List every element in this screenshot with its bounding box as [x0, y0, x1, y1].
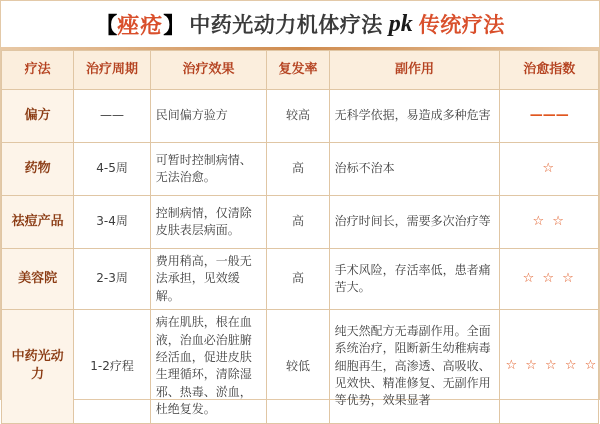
- header-effect: 治疗效果: [150, 51, 267, 90]
- cell-side-effect: 治疗时间长，需要多次治疗等: [329, 196, 500, 249]
- cell-method: 祛痘产品: [2, 196, 74, 249]
- title-keyword: 痤疮: [117, 13, 164, 39]
- cell-side-effect: 无科学依据，易造成多种危害: [329, 90, 500, 143]
- header-method: 疗法: [2, 51, 74, 90]
- title-bracket-close: 】: [163, 13, 186, 39]
- cell-cycle: 2-3周: [74, 249, 150, 310]
- cell-cycle: ——: [74, 90, 150, 143]
- cell-method: 美容院: [2, 249, 74, 310]
- cure-index-value: ———: [529, 107, 569, 123]
- table-row: [2, 90, 599, 143]
- table-row: [2, 196, 599, 249]
- header-cure-index: 治愈指数: [500, 51, 599, 90]
- cell-effect: 病在肌肤，根在血液，治血必治脏腑经活血，促进皮肤生理循环，清除湿邪、热毒、淤血，杜绝复发。: [150, 310, 267, 423]
- comparison-table: [1, 50, 599, 424]
- cell-cycle: 4-5周: [74, 143, 150, 196]
- cell-relapse: 高: [267, 196, 329, 249]
- cell-cure-index: [500, 90, 599, 143]
- cell-effect: 费用稍高，一般无法承担，见效缓解。: [150, 249, 267, 310]
- cell-cure-index: ☆ ☆ ☆: [500, 249, 599, 310]
- cell-effect: 可暂时控制病情、无法治愈。: [150, 143, 267, 196]
- header-cycle: 治疗周期: [74, 51, 150, 90]
- cell-method: 中药光动力: [2, 310, 74, 423]
- cell-cycle: 1-2疗程: [74, 310, 150, 423]
- title-bracket-open: 【: [95, 13, 118, 39]
- table-row: [2, 143, 599, 196]
- cell-cure-index: ☆ ☆: [500, 196, 599, 249]
- cell-effect: 民间偏方验方: [150, 90, 267, 143]
- title-sub-text: 传统疗法: [418, 13, 505, 37]
- cell-side-effect: 治标不治本: [329, 143, 500, 196]
- cell-relapse: 高: [267, 249, 329, 310]
- cell-side-effect: 纯天然配方无毒副作用。全面系统治疗，阻断新生幼稚病毒细胞再生，高渗透、高吸收、见效快、精准修复、无副作用等优势，效果显著: [329, 310, 500, 423]
- header-relapse: 复发率: [267, 51, 329, 90]
- cell-relapse: 较低: [267, 310, 329, 423]
- page-title: [1, 1, 599, 47]
- cell-side-effect: 手术风险，存活率低，患者痛苦大。: [329, 249, 500, 310]
- cell-relapse: 高: [267, 143, 329, 196]
- cell-cycle: 3-4周: [74, 196, 150, 249]
- cell-cure-index: ☆ ☆ ☆ ☆ ☆: [500, 310, 599, 423]
- cell-method: 药物: [2, 143, 74, 196]
- header-side-effect: 副作用: [329, 51, 500, 90]
- title-pk-text: pk: [388, 10, 413, 37]
- table-row: [2, 310, 599, 423]
- cell-relapse: 较高: [267, 90, 329, 143]
- table-header-row: [2, 51, 599, 90]
- cell-cure-index: ☆: [500, 143, 599, 196]
- title-main-text: 中药光动力机体疗法: [189, 13, 383, 37]
- cell-method: 偏方: [2, 90, 74, 143]
- table-row: [2, 249, 599, 310]
- cell-effect: 控制病情，仅清除皮肤表层病面。: [150, 196, 267, 249]
